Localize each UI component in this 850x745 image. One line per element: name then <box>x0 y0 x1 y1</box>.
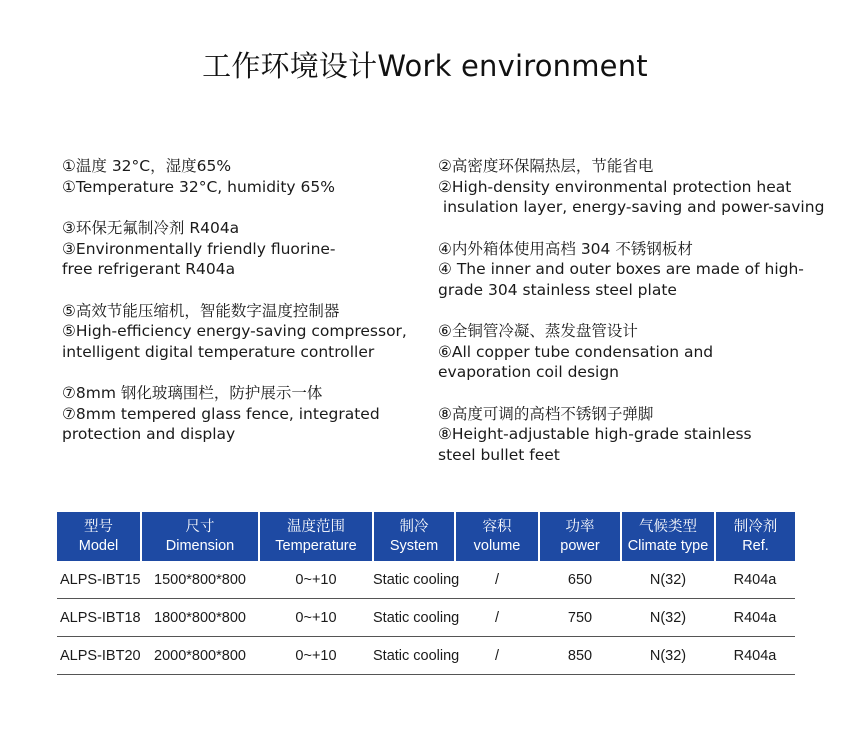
feature-en-line: ②High-density environmental protection heat <box>438 177 792 196</box>
feature-zh: ⑤高效节能压缩机，智能数字温度控制器 <box>62 301 340 320</box>
cell-system: Static cooling <box>373 561 455 599</box>
header-volume: 容积 volume <box>455 512 539 561</box>
feature-item <box>438 156 838 218</box>
feature-en-line: grade 304 stainless steel plate <box>438 280 677 299</box>
cell-refrigerant: R404a <box>715 561 795 599</box>
feature-item <box>438 239 838 301</box>
cell-volume: / <box>455 599 539 637</box>
feature-zh: ①温度 32°C，湿度65% <box>62 157 232 175</box>
feature-en-line: ⑤High-efficiency energy-saving compressor, <box>62 322 407 340</box>
feature-zh: ⑦8mm 钢化玻璃围栏，防护展示一体 <box>62 384 323 402</box>
feature-en-line: steel bullet feet <box>438 445 560 464</box>
cell-climate-type: N(32) <box>621 561 715 599</box>
cell-model: ALPS-IBT20 <box>57 637 141 675</box>
table-header-row <box>57 512 795 561</box>
feature-en-line: insulation layer, energy-saving and power-saving <box>438 198 825 216</box>
cell-volume: / <box>455 637 539 675</box>
feature-item <box>62 156 432 197</box>
feature-item <box>62 301 432 363</box>
feature-item <box>438 321 838 383</box>
cell-temperature: 0~+10 <box>259 561 373 599</box>
cell-refrigerant: R404a <box>715 599 795 637</box>
cell-power: 650 <box>539 561 621 599</box>
feature-en-line: evaporation coil design <box>438 363 619 381</box>
cell-climate-type: N(32) <box>621 599 715 637</box>
cell-temperature: 0~+10 <box>259 599 373 637</box>
feature-zh: ③环保无氟制冷剂 R404a <box>62 219 240 237</box>
header-temperature: 温度范围 Temperature <box>259 512 373 561</box>
cell-power: 850 <box>539 637 621 675</box>
feature-zh: ⑧高度可调的高档不锈钢子弹脚 <box>438 404 654 423</box>
cell-model: ALPS-IBT18 <box>57 599 141 637</box>
header-dimension: 尺寸 Dimension <box>141 512 259 561</box>
header-climate-type: 气候类型 Climate type <box>621 512 715 561</box>
feature-en-line: ⑧Height-adjustable high-grade stainless <box>438 425 752 443</box>
cell-dimension: 2000*800*800 <box>141 637 259 675</box>
cell-system: Static cooling <box>373 599 455 637</box>
feature-item <box>438 404 838 466</box>
cell-dimension: 1800*800*800 <box>141 599 259 637</box>
page-title: 工作环境设计Work environment <box>202 49 648 83</box>
feature-en-line: free refrigerant R404a <box>62 260 236 278</box>
feature-en-line: ①Temperature 32°C, humidity 65% <box>62 177 335 196</box>
feature-en-line: ⑥All copper tube condensation and <box>438 342 714 361</box>
table-row <box>57 561 795 599</box>
cell-model: ALPS-IBT15 <box>57 561 141 599</box>
header-power: 功率 power <box>539 512 621 561</box>
cell-power: 750 <box>539 599 621 637</box>
features-right-column <box>438 156 838 486</box>
cell-refrigerant: R404a <box>715 637 795 675</box>
cell-climate-type: N(32) <box>621 637 715 675</box>
feature-zh: ④内外箱体使用高档 304 不锈钢板材 <box>438 239 693 258</box>
feature-en-line: ③Environmentally friendly fluorine- <box>62 239 336 258</box>
table-row <box>57 637 795 675</box>
features-left-column <box>62 156 432 466</box>
cell-dimension: 1500*800*800 <box>141 561 259 599</box>
cell-volume: / <box>455 561 539 599</box>
feature-zh: ②高密度环保隔热层，节能省电 <box>438 157 654 175</box>
header-system: 制冷 System <box>373 512 455 561</box>
feature-en-line: intelligent digital temperature controller <box>62 342 375 361</box>
header-refrigerant: 制冷剂 Ref. <box>715 512 795 561</box>
feature-item <box>62 383 432 445</box>
feature-zh: ⑥全铜管冷凝、蒸发盘管设计 <box>438 322 638 340</box>
header-model: 型号 Model <box>57 512 141 561</box>
feature-en-line: ⑦8mm tempered glass fence, integrated <box>62 404 380 423</box>
feature-en-line: ④ The inner and outer boxes are made of high- <box>438 260 804 278</box>
feature-en-line: protection and display <box>62 425 236 443</box>
feature-item <box>62 218 432 280</box>
cell-temperature: 0~+10 <box>259 637 373 675</box>
spec-table <box>57 512 795 675</box>
table-row <box>57 599 795 637</box>
cell-system: Static cooling <box>373 637 455 675</box>
